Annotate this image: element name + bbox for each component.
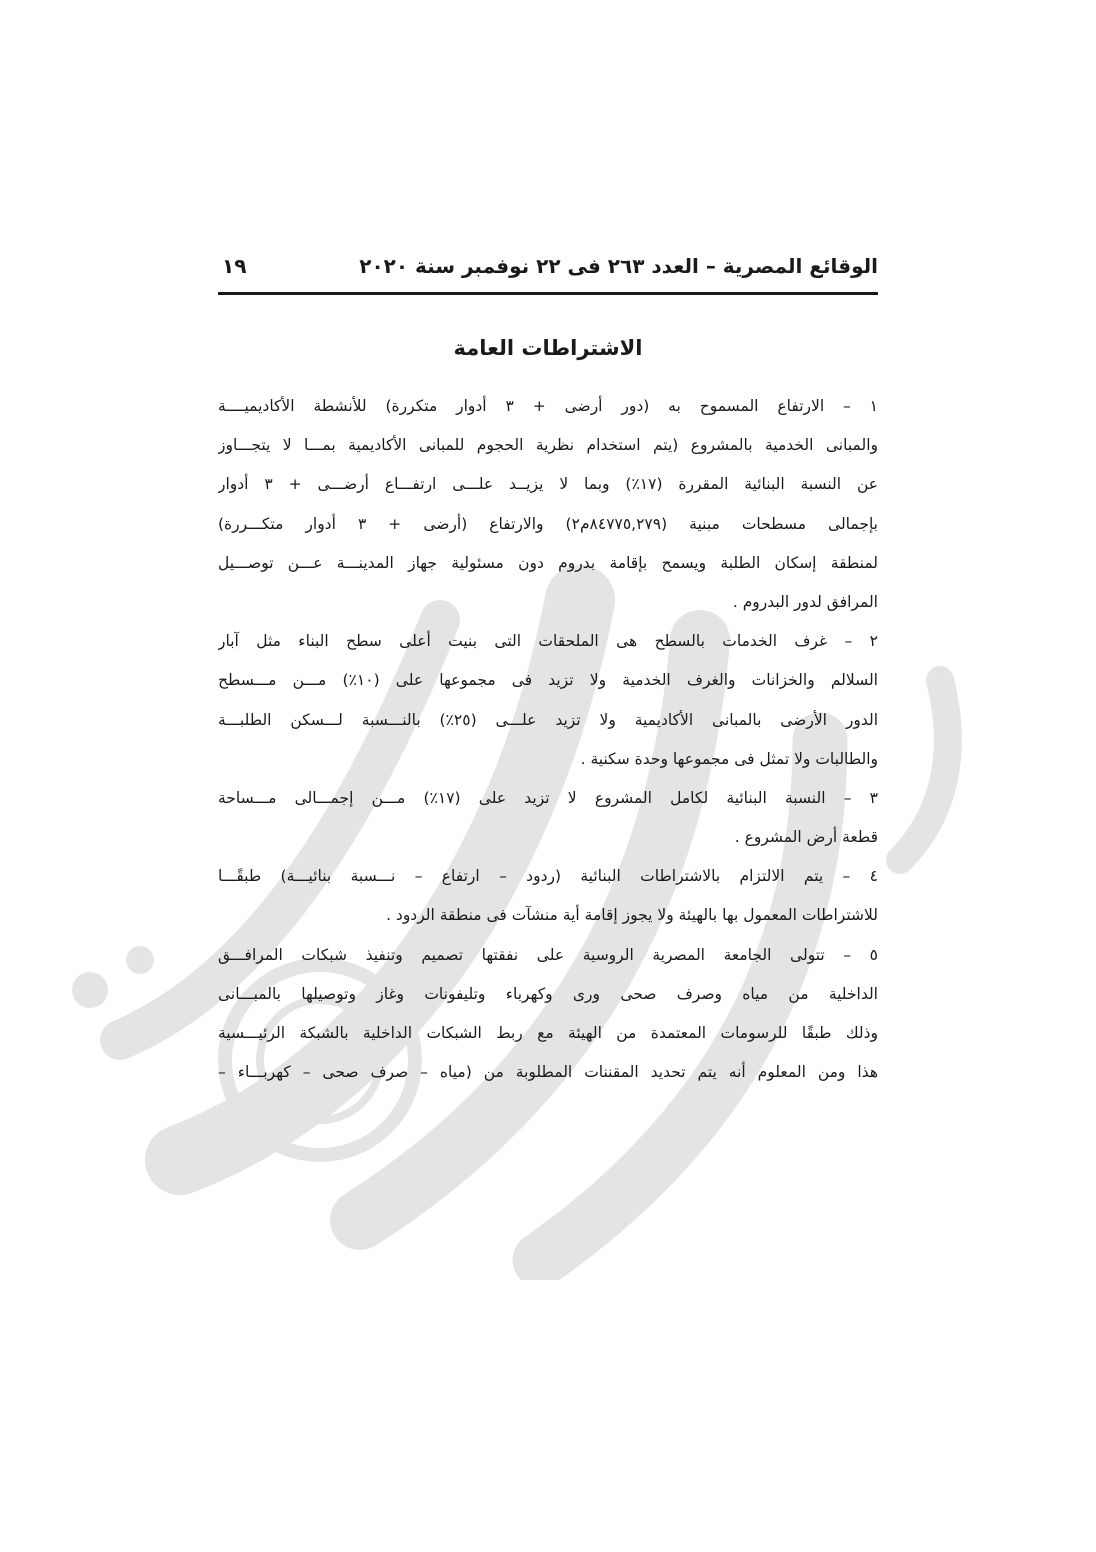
body-line: ٤ – يتم الالتزام بالاشتراطات البنائية (ردود – ارتفاع – نـــسبة بنائيـــة) طبقًـــا bbox=[218, 867, 878, 886]
body-line: هذا ومن المعلوم أنه يتم تحديد المقننات المطلوبة من (مياه – صرف صحى – كهربـــاء – bbox=[218, 1063, 878, 1082]
body-line: قطعة أرض المشروع . bbox=[734, 828, 878, 847]
header-divider bbox=[218, 292, 878, 295]
body-line: السلالم والخزانات والغرف الخدمية ولا تزيد فى مجموعها على (١٠٪) مـــن مـــسطح bbox=[218, 671, 878, 690]
body-line: ٣ – النسبة البنائية لكامل المشروع لا تزيد على (١٧٪) مـــن إجمـــالى مـــساحة bbox=[218, 788, 878, 807]
body-line: بإجمالى مسطحات مبنية (٨٤٧٧٥,٢٧٩م٢) والارتفاع (أرضى + ٣ أدوار متكـــررة) bbox=[218, 514, 878, 533]
page-header bbox=[218, 250, 878, 290]
body-line: عن النسبة البنائية المقررة (١٧٪) وبما لا يزيــد علـــى ارتفـــاع أرضـــى + ٣ أدوار bbox=[218, 475, 878, 494]
body-line: الدور الأرضى بالمبانى الأكاديمية ولا تزيد علـــى (٢٥٪) بالنـــسبة لـــسكن الطلبـــة bbox=[218, 710, 878, 729]
body-line: الداخلية من مياه وصرف صحى ورى وكهرباء وتليفونات وغاز وتوصيلها بالمبـــانى bbox=[218, 984, 878, 1003]
body-line: والطالبات ولا تمثل فى مجموعها وحدة سكنية . bbox=[580, 749, 878, 768]
gazette-header-title: الوقائع المصرية – العدد ٢٦٣ فى ٢٢ نوفمبر سنة ٢٠٢٠ bbox=[359, 254, 878, 278]
body-line: ٥ – تتولى الجامعة المصرية الروسية على نفقتها تصميم وتنفيذ شبكات المرافـــق bbox=[218, 945, 878, 964]
body-line: وذلك طبقًا للرسومات المعتمدة من الهيئة مع ربط الشبكات الداخلية بالشبكة الرئيـــسية bbox=[218, 1024, 878, 1042]
body-line: ١ – الارتفاع المسموح به (دور أرضى + ٣ أدوار متكررة) للأنشطة الأكاديميــــة bbox=[218, 397, 878, 415]
page-number: ١٩ bbox=[222, 254, 247, 278]
body-line: المرافق لدور البدروم . bbox=[732, 592, 878, 611]
body-text bbox=[218, 392, 878, 1097]
body-line: والمبانى الخدمية بالمشروع (يتم استخدام نظرية الحجوم للمبانى الأكاديمية بمـــا لا يتجـــاوز bbox=[218, 436, 878, 455]
section-title: الاشتراطات العامة bbox=[453, 336, 643, 360]
body-line: للاشتراطات المعمول بها بالهيئة ولا يجوز إقامة أية منشآت فى منطقة الردود . bbox=[386, 906, 878, 925]
body-line: لمنطقة إسكان الطلبة ويسمح بإقامة بدروم دون مسئولية جهاز المدينـــة عـــن توصـــيل bbox=[218, 553, 878, 572]
body-line: ٢ – غرف الخدمات بالسطح هى الملحقات التى بنيت أعلى سطح البناء مثل آبار bbox=[218, 632, 878, 651]
